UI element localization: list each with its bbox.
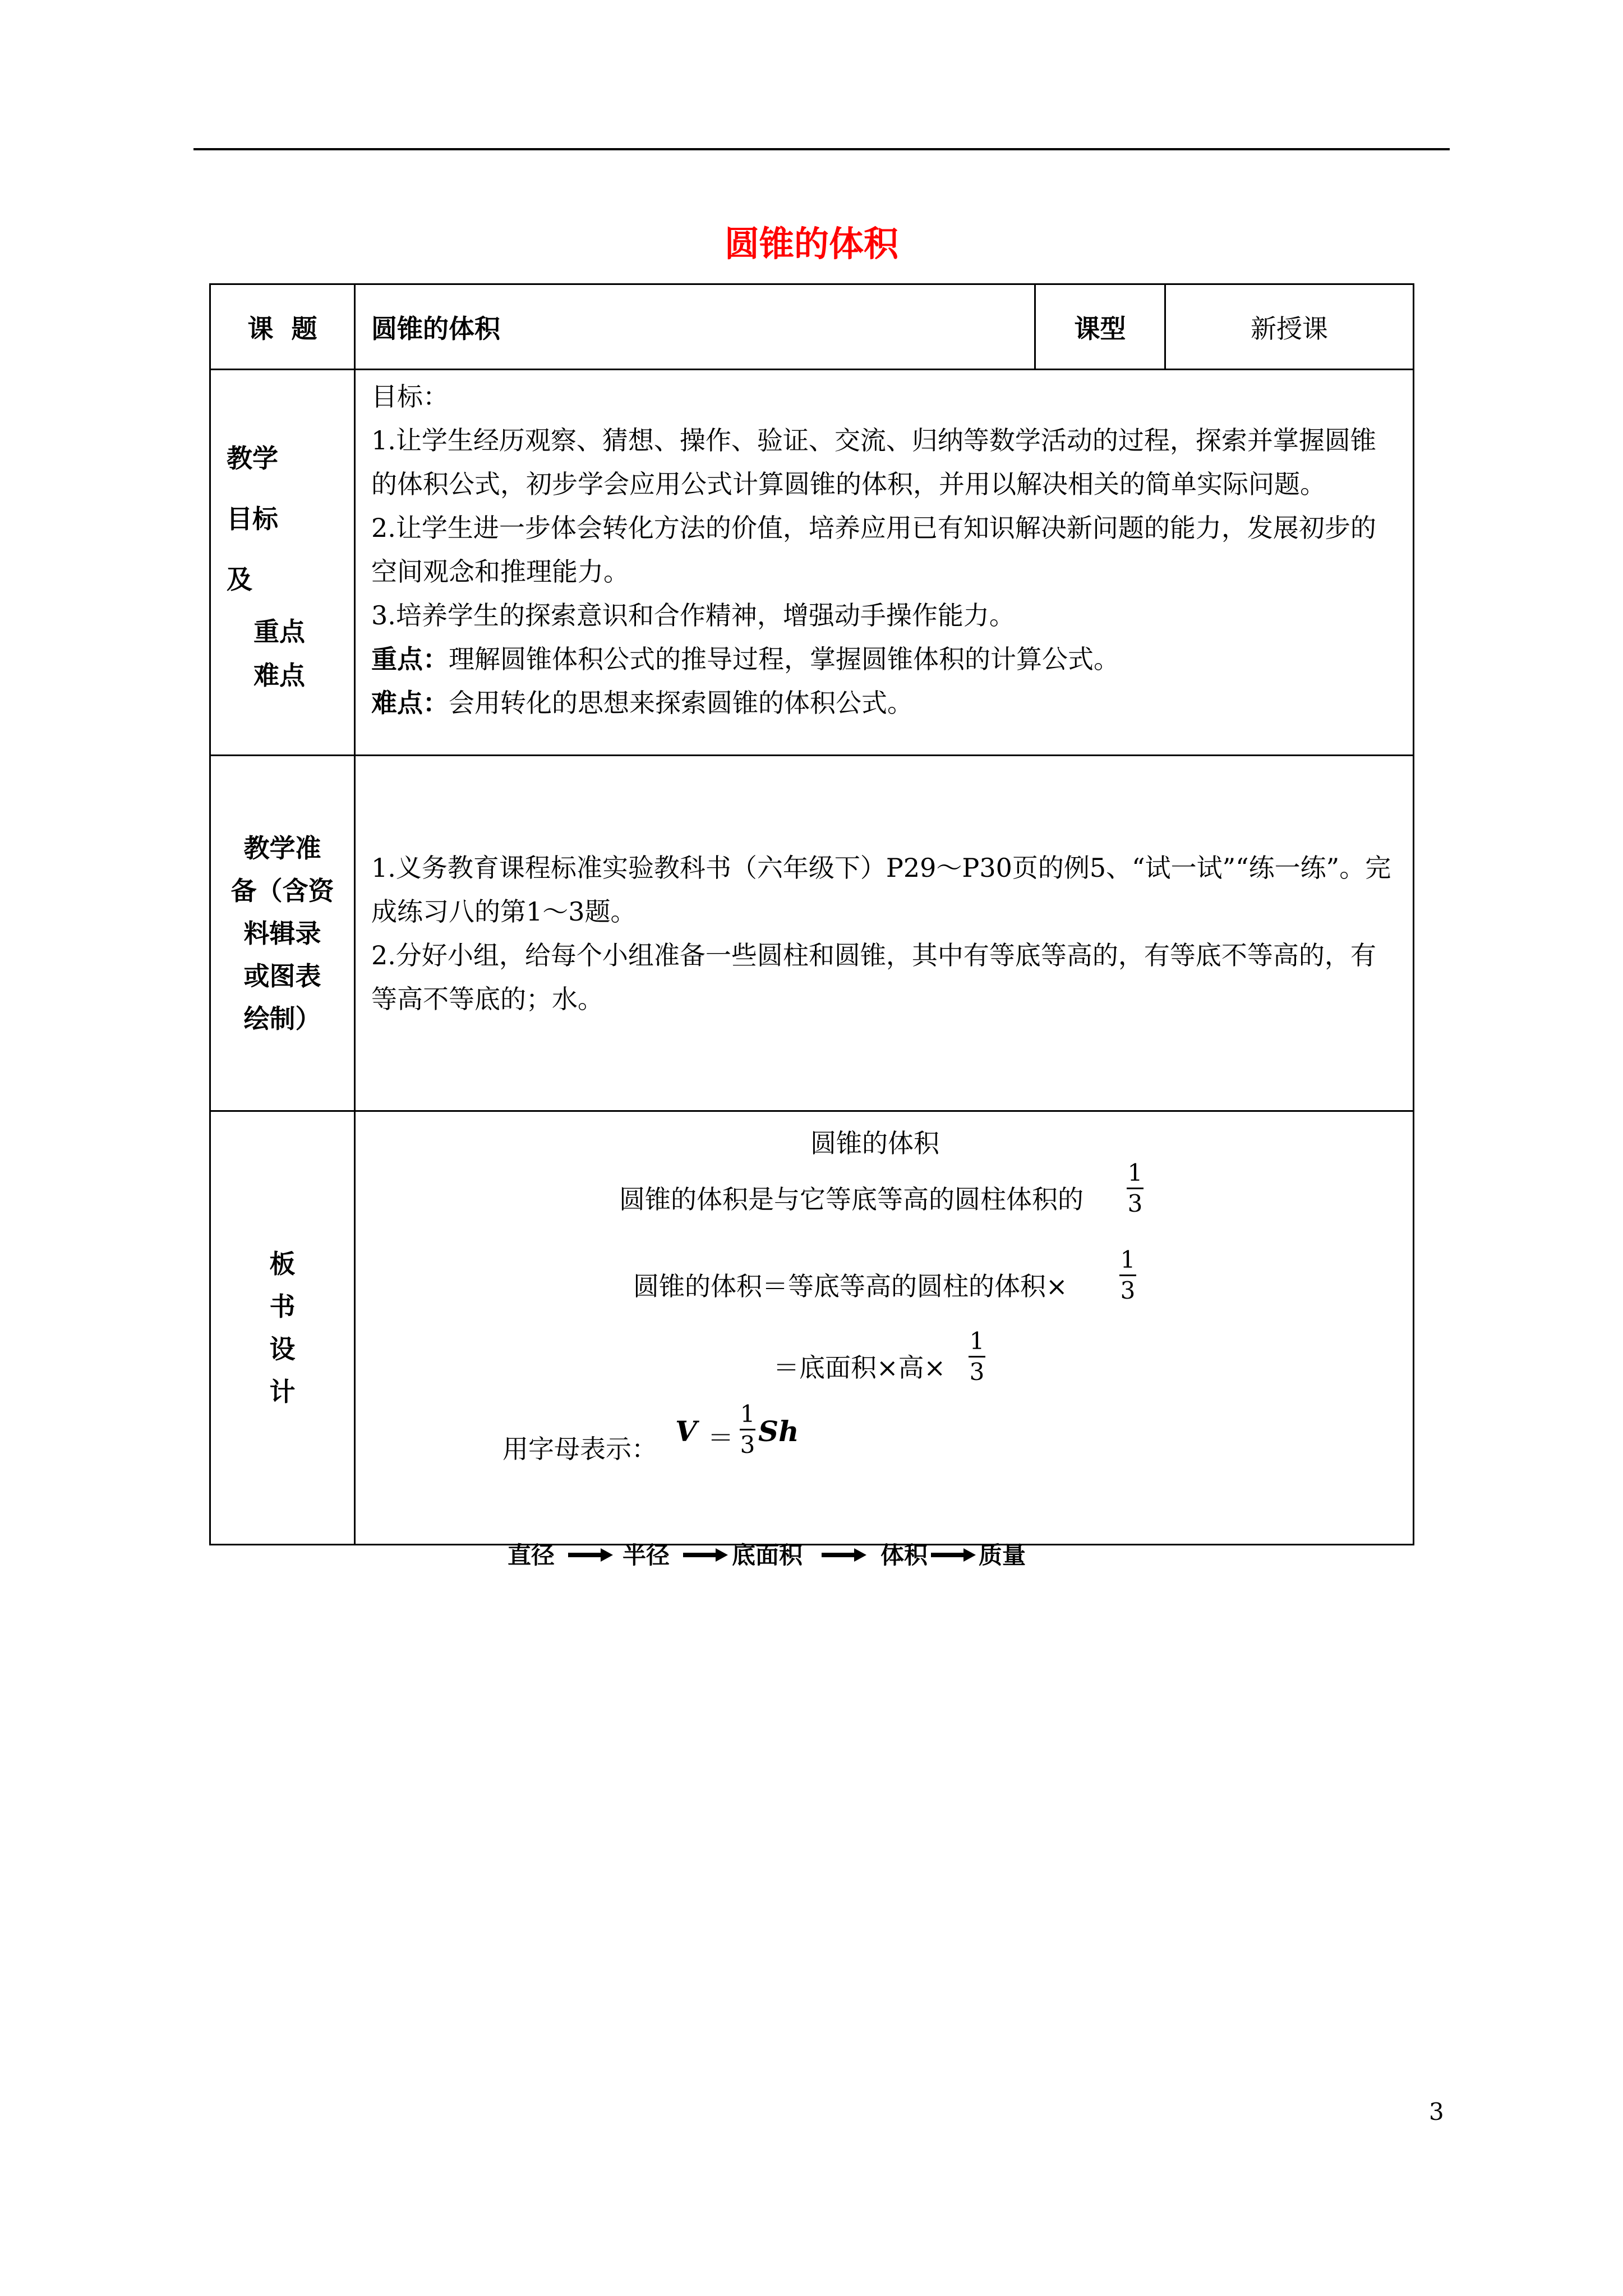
board-label-line: 板 [269,1249,296,1279]
flow-step: 质量 [979,1542,1026,1569]
fraction-1 [1127,1159,1144,1217]
lesson-plan-table [209,283,1414,1545]
goals-label-line: 重点 [253,616,305,647]
key-point-text: 理解圆锥体积公式的推导过程，掌握圆锥体积的计算公式。 [449,644,1119,674]
page-number: 3 [1429,2098,1444,2125]
arrow-right-icon [822,1548,866,1562]
board-line-1: 圆锥的体积是与它等底等高的圆柱体积的 [619,1184,1083,1214]
fraction-denominator: 3 [740,1431,755,1458]
goals-item-3: 3.培养学生的探索意识和合作精神，增强动手操作能力。 [371,600,1015,631]
prep-item-2: 2.分好小组，给每个小组准备一些圆柱和圆锥，其中有等底等高的，有等底不等高的，有等高不等底的；水。 [371,940,1376,1014]
board-label [210,1111,355,1545]
fraction-numerator: 1 [1127,1159,1143,1186]
flow-step: 直径 [508,1542,555,1569]
fraction-denominator: 3 [1127,1190,1143,1217]
goals-item-1: 1.让学生经历观察、猜想、操作、验证、交流、归纳等数学活动的过程，探索并掌握圆锥的体积公式，初步学会应用公式计算圆锥的体积，并用以解决相关的简单实际问题。 [371,425,1376,499]
type-label: 课型 [1035,284,1165,370]
goals-label-line: 目标 [227,503,278,534]
goals-item-2: 2.让学生进一步体会转化方法的价值，培养应用已有知识解决新问题的能力，发展初步的空间观念和推理能力。 [371,513,1376,587]
arrow-right-icon [568,1548,613,1562]
difficult-point-label: 难点： [371,688,449,718]
board-content [355,1111,1414,1545]
formula-prefix: 用字母表示： [502,1434,657,1464]
formula-sh: Sh [758,1415,799,1448]
fraction-2 [1119,1246,1136,1304]
page-title: 圆锥的体积 [724,223,898,264]
row-prep [210,756,1414,1111]
fraction-3 [969,1328,985,1386]
board-line-4 [502,1429,657,1466]
prep-label-line: 或图表 [243,960,321,991]
prep-content [355,756,1414,1111]
prep-item-1: 1.义务教育课程标准实验教科书（六年级下）P29～P30页的例5、“试一试”“练一练”。完成练习八的第1～3题。 [371,852,1391,927]
subject-value: 圆锥的体积 [355,284,1035,370]
fraction-numerator: 1 [740,1400,755,1428]
fraction-denominator: 3 [969,1358,985,1386]
fraction-bar [969,1356,985,1358]
goals-label [210,370,355,756]
arrow-right-icon [931,1548,976,1562]
prep-label-line: 绘制） [243,1003,321,1034]
fraction-numerator: 1 [969,1327,985,1355]
subject-label: 课 题 [210,284,355,370]
arrow-right-icon [683,1548,728,1562]
board-label-line: 计 [269,1377,296,1407]
fraction-denominator: 3 [1120,1277,1136,1304]
flow-step: 体积 [880,1542,928,1569]
type-value: 新授课 [1165,284,1414,370]
difficult-point-text: 会用转化的思想来探索圆锥的体积公式。 [449,688,913,718]
difficult-point [371,681,1400,725]
formula-v: V [675,1415,697,1448]
header-rule [193,148,1450,150]
fraction-numerator: 1 [1120,1246,1136,1273]
board-line-2: 圆锥的体积＝等底等高的圆柱的体积× [633,1271,1068,1301]
goals-content [355,370,1414,756]
flow-step: 半径 [623,1542,670,1569]
board-heading: 圆锥的体积 [810,1128,939,1158]
formula-equals: ＝ [708,1423,734,1453]
goals-label-line: 教学 [227,443,278,473]
goals-heading: 目标： [371,381,449,412]
prep-label-line: 教学准 [243,832,321,863]
prep-label [210,756,355,1111]
fraction-bar [1119,1274,1136,1276]
flow-step: 底面积 [732,1542,803,1569]
board-label-line: 书 [269,1291,296,1322]
prep-label-line: 料辑录 [243,918,321,949]
goals-label-line: 及 [227,564,252,595]
board-line-3: ＝底面积×高× [773,1352,946,1383]
row-subject [210,284,1414,370]
fraction-4 [740,1401,755,1458]
fraction-bar [740,1429,755,1430]
row-goals [210,370,1414,756]
fraction-bar [1127,1188,1144,1189]
board-label-line: 设 [269,1334,296,1364]
prep-label-line: 备（含资 [230,875,334,906]
goals-label-line: 难点 [253,660,305,691]
key-point-label: 重点： [371,644,449,674]
key-point [371,637,1400,681]
row-board [210,1111,1414,1545]
